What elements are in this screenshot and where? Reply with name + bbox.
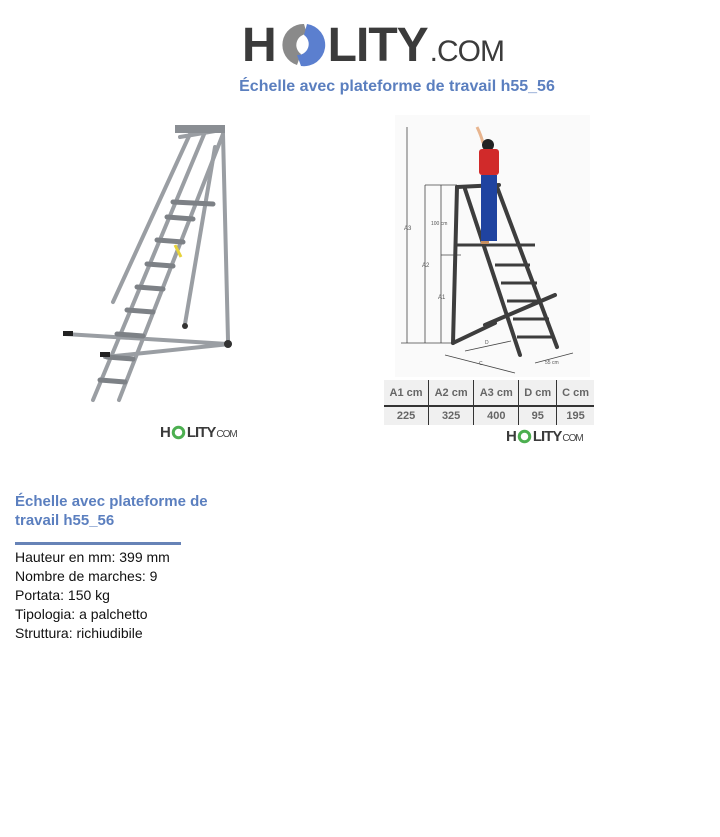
header-a2: A2 cm bbox=[429, 380, 474, 406]
table-row bbox=[384, 406, 594, 425]
svg-text:A2: A2 bbox=[422, 263, 430, 269]
logo-lity: LITY bbox=[327, 19, 428, 72]
product-info bbox=[15, 492, 215, 643]
dimensions-diagram[interactable] bbox=[395, 115, 590, 377]
logo-h: H bbox=[242, 19, 276, 72]
watermark-logo bbox=[506, 429, 583, 444]
header-d: D cm bbox=[519, 380, 557, 406]
dimensions-table bbox=[384, 380, 594, 425]
spec-capacity: Portata: 150 kg bbox=[15, 587, 110, 603]
watermark-h: H bbox=[506, 428, 516, 445]
svg-text:A3: A3 bbox=[404, 226, 412, 232]
svg-text:100 cm: 100 cm bbox=[431, 221, 448, 227]
spec-list bbox=[15, 548, 215, 643]
watermark-logo bbox=[160, 425, 237, 440]
svg-text:55 cm: 55 cm bbox=[545, 360, 559, 366]
watermark-com: COM bbox=[562, 433, 583, 444]
value-a1: 225 bbox=[396, 410, 416, 422]
value-d: 95 bbox=[519, 406, 557, 425]
spec-steps: Nombre de marches: 9 bbox=[15, 568, 158, 584]
title-divider bbox=[15, 542, 181, 545]
watermark-h: H bbox=[160, 424, 170, 441]
page-title: Échelle avec plateforme de travail h55_56 bbox=[239, 78, 555, 95]
header-a3: A3 cm bbox=[474, 380, 519, 406]
holity-logo[interactable] bbox=[242, 10, 504, 70]
product-photo-ladder[interactable] bbox=[45, 112, 260, 412]
watermark-o-icon bbox=[171, 425, 186, 440]
watermark-lity: LITY bbox=[532, 428, 562, 445]
watermark-lity: LITY bbox=[186, 424, 216, 441]
value-a2: 325 bbox=[429, 406, 474, 425]
value-a3: 400 bbox=[474, 406, 519, 425]
logo-o-icon bbox=[277, 20, 327, 70]
svg-text:A1: A1 bbox=[438, 295, 446, 301]
spec-type: Tipologia: a palchetto bbox=[15, 606, 148, 622]
spec-height: Hauteur en mm: 399 mm bbox=[15, 549, 170, 565]
svg-text:D: D bbox=[485, 340, 489, 346]
spec-structure: Struttura: richiudibile bbox=[15, 625, 143, 641]
watermark-com: COM bbox=[216, 429, 237, 440]
watermark-o-icon bbox=[517, 429, 532, 444]
header-c: C cm bbox=[557, 380, 594, 406]
value-c: 195 bbox=[557, 406, 594, 425]
product-title: Échelle avec plateforme de travail h55_56 bbox=[15, 493, 208, 529]
table-header-row bbox=[384, 380, 594, 406]
svg-text:C: C bbox=[479, 361, 483, 367]
logo-com: .COM bbox=[429, 35, 504, 68]
header-a1: A1 cm bbox=[384, 380, 429, 406]
